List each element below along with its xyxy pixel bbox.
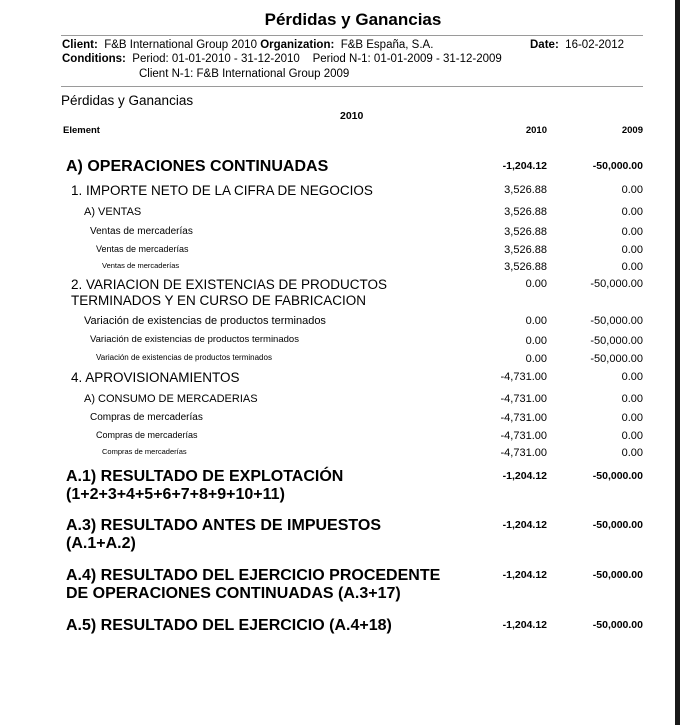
- row-value-2009: -50,000.00: [590, 315, 643, 327]
- row-value-2010: -4,731.00: [500, 371, 547, 383]
- row-value-2010: 3,526.88: [504, 226, 547, 238]
- column-header-2010: 2010: [525, 125, 547, 136]
- row-label: A) VENTAS: [84, 206, 142, 218]
- row-value-2009: -50,000.00: [592, 569, 643, 581]
- row-label: 1. IMPORTE NETO DE LA CIFRA DE NEGOCIOS: [71, 183, 373, 198]
- row-value-2009: 0.00: [621, 393, 643, 405]
- row-value-2010: -1,204.12: [502, 470, 547, 482]
- row-value-2009: 0.00: [621, 261, 643, 273]
- row-label: Variación de existencias de productos terminados: [84, 315, 326, 327]
- row-label: Variación de existencias de productos terminados: [90, 334, 299, 345]
- client-n1-text: Client N-1: F&B International Group 2009: [139, 68, 350, 80]
- period-n1-text: Period N-1: 01-01-2009 - 31-12-2009: [312, 53, 502, 65]
- row-label-line-2: (A.1+A.2): [66, 535, 136, 553]
- row-value-2010: -4,731.00: [500, 447, 547, 459]
- organization-value: F&B España, S.A.: [340, 39, 434, 51]
- row-value-2010: -1,204.12: [502, 519, 547, 531]
- row-value-2009: -50,000.00: [592, 160, 643, 172]
- row-value-2010: 3,526.88: [504, 261, 547, 273]
- client-label: Client: [62, 39, 94, 51]
- year-header: 2010: [340, 110, 364, 122]
- row-value-2009: 0.00: [621, 244, 643, 256]
- row-value-2009: -50,000.00: [590, 278, 643, 290]
- row-value-2010: 3,526.88: [504, 184, 547, 196]
- row-value-2010: -4,731.00: [500, 412, 547, 424]
- row-label: Ventas de mercaderías: [90, 226, 193, 237]
- row-label-line-2: TERMINADOS Y EN CURSO DE FABRICACION: [71, 292, 367, 308]
- row-value-2010: 0.00: [525, 353, 547, 365]
- row-label: [66, 468, 343, 505]
- row-value-2009: -50,000.00: [590, 353, 643, 365]
- row-value-2010: -1,204.12: [502, 619, 547, 631]
- row-value-2009: -50,000.00: [592, 519, 643, 531]
- row-label: A) OPERACIONES CONTINUADAS: [66, 158, 329, 175]
- section-title: Pérdidas y Ganancias: [61, 93, 194, 108]
- row-value-2010: -1,204.12: [502, 569, 547, 581]
- report-title: Pérdidas y Ganancias: [264, 10, 442, 29]
- row-value-2009: 0.00: [621, 206, 643, 218]
- row-label: Variación de existencias de productos terminados: [96, 353, 272, 362]
- row-label: Compras de mercaderías: [96, 430, 198, 440]
- row-value-2009: -50,000.00: [592, 619, 643, 631]
- row-label: Ventas de mercaderías: [102, 261, 180, 270]
- date-label: Date: [530, 39, 555, 51]
- date-field: Date: 16-02-2012: [530, 39, 624, 51]
- row-value-2009: 0.00: [621, 226, 643, 238]
- row-label-line-1: A.3) RESULTADO ANTES DE IMPUESTOS: [66, 517, 381, 534]
- row-label: [66, 517, 381, 554]
- row-value-2010: -4,731.00: [500, 393, 547, 405]
- row-label: Compras de mercaderías: [102, 447, 187, 456]
- row-value-2009: 0.00: [621, 430, 643, 442]
- row-value-2010: 0.00: [525, 335, 547, 347]
- client-line: Client: F&B International Group 2010 Organization: F&B España, S.A.: [62, 39, 434, 51]
- date-value: 16-02-2012: [565, 39, 624, 51]
- row-value-2010: 0.00: [525, 315, 547, 327]
- row-label: A.5) RESULTADO DEL EJERCICIO (A.4+18): [66, 617, 392, 634]
- row-label-line-1: A.4) RESULTADO DEL EJERCICIO PROCEDENTE: [66, 567, 441, 584]
- row-label: 4. APROVISIONAMIENTOS: [71, 370, 240, 385]
- row-value-2009: -50,000.00: [592, 470, 643, 482]
- row-value-2010: 0.00: [525, 278, 547, 290]
- row-label-line-1: 2. VARIACION DE EXISTENCIAS DE PRODUCTOS: [71, 277, 388, 292]
- row-value-2009: 0.00: [621, 447, 643, 459]
- row-value-2010: -4,731.00: [500, 430, 547, 442]
- conditions-label: Conditions: [62, 53, 123, 65]
- row-label: Ventas de mercaderías: [96, 244, 189, 254]
- row-label: [66, 567, 440, 604]
- row-label: A) CONSUMO DE MERCADERIAS: [84, 393, 258, 405]
- row-value-2010: 3,526.88: [504, 244, 547, 256]
- client-value: F&B International Group 2010: [104, 39, 257, 51]
- row-value-2009: 0.00: [621, 412, 643, 424]
- row-value-2010: -1,204.12: [502, 160, 547, 172]
- row-label: [71, 277, 387, 308]
- window-edge: [675, 0, 680, 725]
- row-label-line-1: A.1) RESULTADO DE EXPLOTACIÓN: [66, 468, 344, 485]
- row-value-2010: 3,526.88: [504, 206, 547, 218]
- row-label-line-2: (1+2+3+4+5+6+7+8+9+10+11): [66, 486, 285, 504]
- column-header-2009: 2009: [621, 125, 643, 136]
- row-label: Compras de mercaderías: [90, 412, 203, 423]
- header-bottom-rule: [61, 86, 643, 87]
- conditions-line: Conditions: Period: 01-01-2010 - 31-12-2010 Period N-1: 01-01-2009 - 31-12-2009: [62, 53, 502, 65]
- period-text: Period: 01-01-2010 - 31-12-2010: [132, 53, 300, 65]
- organization-label: Organization: [260, 39, 331, 51]
- header-top-rule: [61, 35, 643, 36]
- row-value-2009: 0.00: [621, 371, 643, 383]
- row-value-2009: -50,000.00: [590, 335, 643, 347]
- row-value-2009: 0.00: [621, 184, 643, 196]
- column-header-element: Element: [63, 125, 100, 136]
- row-label-line-2: DE OPERACIONES CONTINUADAS (A.3+17): [66, 585, 401, 603]
